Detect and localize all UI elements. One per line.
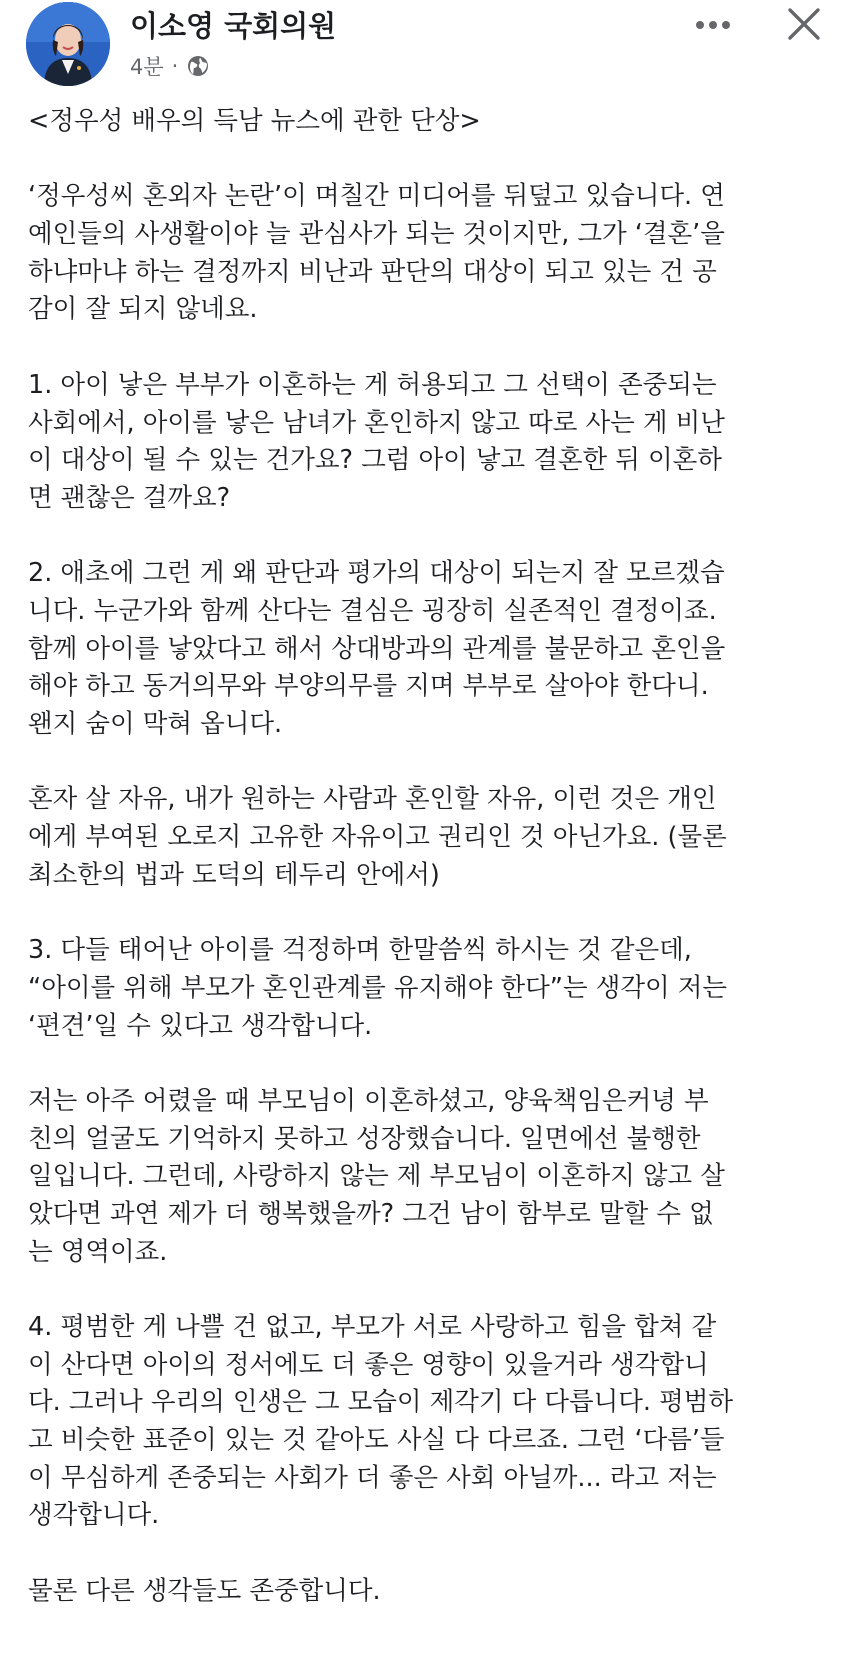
globe-icon[interactable] [186, 54, 210, 78]
post-text-line: 예인들의 사생활이야 늘 관심사가 되는 것이지만, 그가 ‘결혼’을 [28, 219, 725, 250]
post-text-line: 혼자 살 자유, 내가 원하는 사람과 혼인할 자유, 이런 것은 개인 [28, 784, 717, 815]
post-text-line: 고 비슷한 표준이 있는 것 같아도 사실 다 다르죠. 그런 ‘다름’들 [28, 1425, 725, 1456]
paragraph-gap [28, 518, 836, 556]
post-text-line: 이 무심하게 존중되는 사회가 더 좋은 사회 아닐까... 라고 저는 [28, 1462, 717, 1493]
post-paragraph [28, 178, 836, 329]
post-text-line: 물론 다른 생각들도 존중합니다. [28, 1575, 381, 1606]
more-options-button[interactable] [688, 8, 738, 42]
paragraph-gap [28, 1535, 836, 1573]
paragraph-gap [28, 1271, 836, 1309]
post-text-line: <정우성 배우의 득남 뉴스에 관한 단상> [28, 106, 481, 136]
post-text-line: 감이 잘 되지 않네요. [28, 294, 258, 325]
post-text-line: 2. 애초에 그런 게 왜 판단과 평가의 대상이 되는지 잘 모르겠습 [28, 558, 725, 589]
post-text-line: “아이를 위해 부모가 혼인관계를 유지해야 한다”는 생각이 저는 [28, 972, 727, 1003]
post-text-line: 함께 아이를 낳았다고 해서 상대방과의 관계를 불문하고 혼인을 [28, 633, 726, 664]
post-text-line: 저는 아주 어렸을 때 부모님이 이혼하셨고, 양육책임은커녕 부 [28, 1085, 709, 1116]
author-name[interactable]: 이소영 국회의원 [130, 9, 337, 43]
post-text-line: 에게 부여된 오로지 고유한 자유이고 권리인 것 아닌가요. (물론 [28, 822, 727, 853]
post-text-line: 사회에서, 아이를 낳은 남녀가 혼인하지 않고 따로 사는 게 비난 [28, 407, 725, 438]
meta-separator: · [171, 54, 179, 78]
post-paragraph [28, 781, 836, 894]
paragraph-gap [28, 141, 836, 179]
post-paragraph [28, 1573, 836, 1611]
post-text-line: 생각합니다. [28, 1500, 160, 1531]
post-text-line: 니다. 누군가와 함께 산다는 결심은 굉장히 실존적인 결정이죠. [28, 595, 717, 626]
paragraph-gap [28, 329, 836, 367]
close-icon [787, 7, 821, 41]
post-text-line: 친의 얼굴도 기억하지 못하고 성장했습니다. 일면에선 불행한 [28, 1123, 701, 1154]
post-time[interactable]: 4분 [130, 55, 164, 79]
post-paragraph [28, 932, 836, 1045]
post-text-line: 이 산다면 아이의 정서에도 더 좋은 영향이 있을거라 생각합니 [28, 1349, 709, 1380]
more-horizontal-icon [695, 20, 731, 30]
author-avatar[interactable] [26, 2, 110, 86]
close-button[interactable] [782, 2, 826, 46]
post-text-line: 3. 다들 태어난 아이를 걱정하며 한말씀씩 하시는 것 같은데, [28, 935, 692, 966]
post-body [28, 103, 836, 1611]
post-paragraph [28, 103, 836, 141]
post-text-line: 왠지 숨이 막혀 옵니다. [28, 709, 283, 739]
post-paragraph [28, 367, 836, 518]
post-text-line: 1. 아이 낳은 부부가 이혼하는 게 허용되고 그 선택이 존중되는 [28, 369, 717, 400]
post-header [0, 0, 854, 90]
post-text-line: 해야 하고 동거의무와 부양의무를 지며 부부로 살아야 한다니. [28, 671, 709, 702]
post-paragraph [28, 555, 836, 743]
paragraph-gap [28, 894, 836, 932]
post-text-line: 다. 그러나 우리의 인생은 그 모습이 제각기 다 다릅니다. 평범하 [28, 1387, 733, 1418]
profile-photo-icon [26, 2, 110, 86]
post-text-line: 4. 평범한 게 나쁠 건 없고, 부모가 서로 사랑하고 힘을 합쳐 같 [28, 1312, 717, 1342]
post-text-line: 일입니다. 그런데, 사랑하지 않는 제 부모님이 이혼하지 않고 살 [28, 1161, 725, 1192]
post-paragraph [28, 1309, 836, 1535]
post-text-line: 하냐마냐 하는 결정까지 비난과 판단의 대상이 되고 있는 건 공 [28, 256, 717, 287]
post-paragraph [28, 1083, 836, 1271]
post-text-line: ‘정우성씨 혼외자 논란’이 며칠간 미디어를 뒤덮고 있습니다. 연 [28, 181, 725, 212]
post-text-line: ‘편견’일 수 있다고 생각합니다. [28, 1010, 373, 1041]
post-text-line: 면 괜찮은 걸까요? [28, 482, 231, 513]
post-meta [130, 52, 210, 80]
post-text-line: 았다면 과연 제가 더 행복했을까? 그건 남이 함부로 말할 수 없 [28, 1198, 714, 1229]
post-text-line: 는 영역이죠. [28, 1236, 168, 1267]
post-text-line: 최소한의 법과 도덕의 테두리 안에서) [28, 859, 440, 890]
paragraph-gap [28, 1045, 836, 1083]
paragraph-gap [28, 744, 836, 782]
post-text-line: 이 대상이 될 수 있는 건가요? 그럼 아이 낳고 결혼한 뒤 이혼하 [28, 445, 722, 476]
